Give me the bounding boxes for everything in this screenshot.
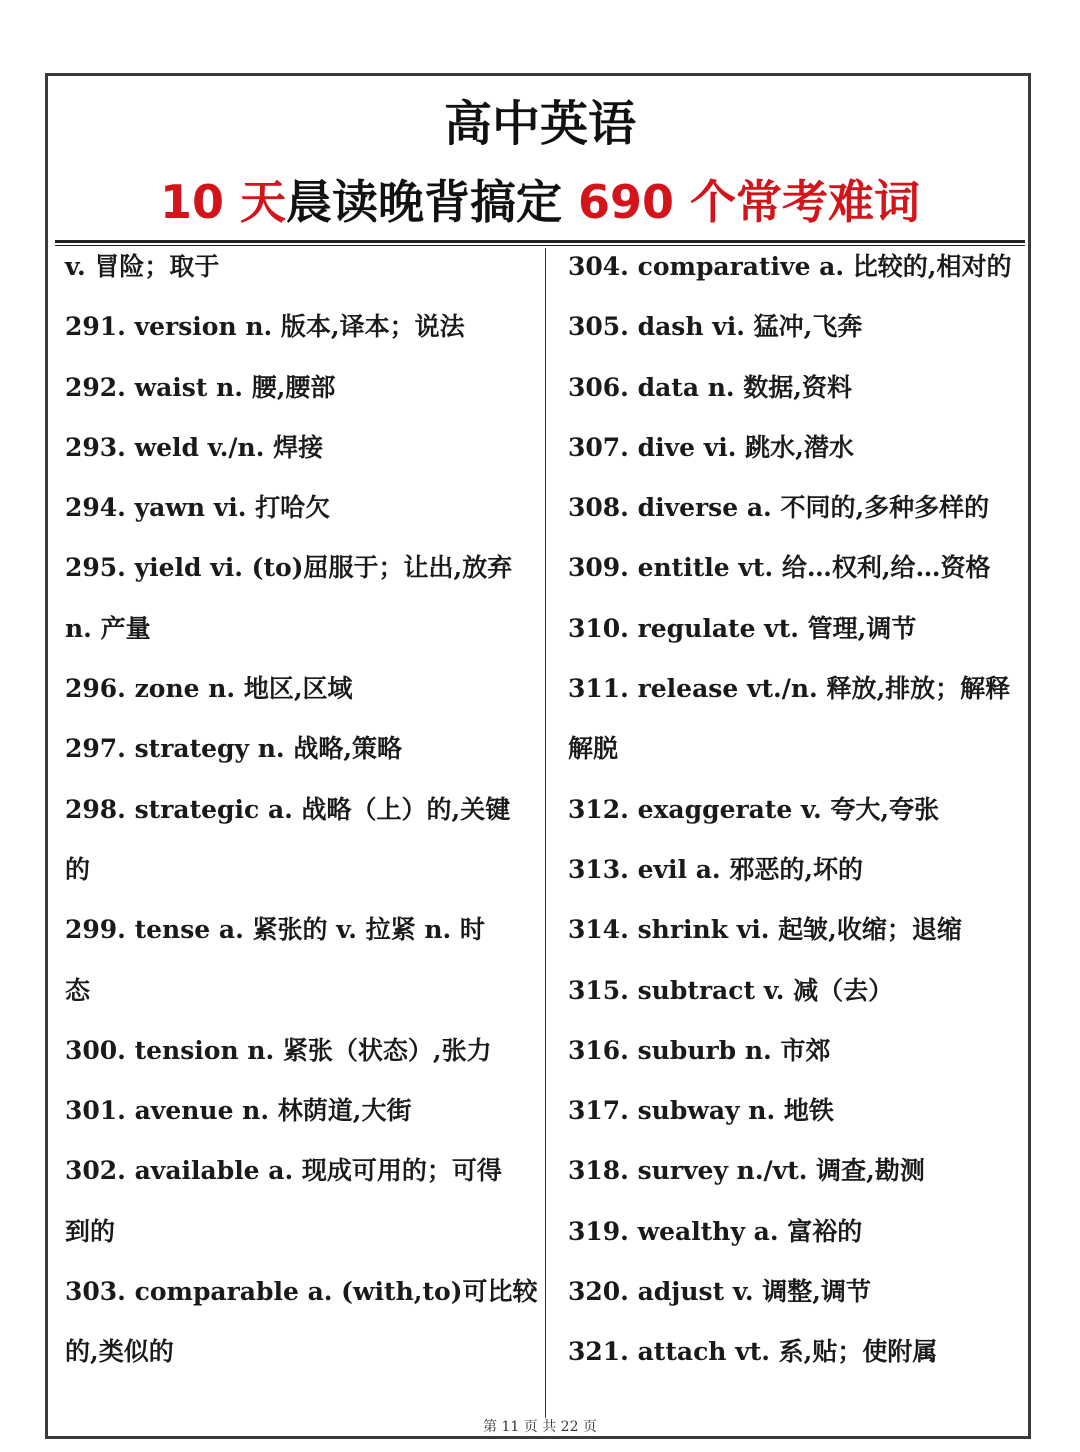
subtitle-end-text: 个常考难词: [674, 175, 921, 229]
page-subtitle: [0, 174, 1080, 230]
subtitle-word-count: 690: [578, 175, 675, 229]
vocab-line: 320. adjust v. 调整,调节: [568, 1277, 871, 1307]
vocab-line: 306. data n. 数据,资料: [568, 372, 853, 402]
vocab-line: 316. suburb n. 市郊: [568, 1035, 831, 1065]
vocab-line: 解脱: [568, 734, 619, 764]
vocab-line: n. 产量: [65, 613, 151, 643]
vocab-line: 292. waist n. 腰,腰部: [65, 372, 336, 402]
vocab-line: 310. regulate vt. 管理,调节: [568, 613, 917, 643]
vocab-line: 300. tension n. 紧张（状态）,张力: [65, 1035, 492, 1065]
vocab-line: 304. comparative a. 比较的,相对的: [568, 252, 1012, 281]
right-vocabulary-column: [568, 237, 1023, 1383]
vocab-line: 296. zone n. 地区,区域: [65, 674, 353, 704]
vocab-line: 318. survey n./vt. 调查,勘测: [568, 1156, 925, 1186]
vocab-line: 309. entitle vt. 给…权利,给…资格: [568, 553, 991, 583]
vocab-line: 291. version n. 版本,译本；说法: [65, 312, 465, 342]
vocab-line: 314. shrink vi. 起皱,收缩；退缩: [568, 915, 962, 945]
vocab-line: 293. weld v./n. 焊接: [65, 432, 324, 462]
page-title: 高中英语: [443, 96, 636, 152]
vocab-line: 的,类似的: [65, 1337, 174, 1367]
vocab-line: 308. diverse a. 不同的,多种多样的: [568, 493, 990, 523]
vocab-line: 303. comparable a. (with,to)可比较: [65, 1277, 538, 1307]
vocab-line: 321. attach vt. 系,贴；使附属: [568, 1337, 938, 1367]
page-number-footer: 第 11 页 共 22 页: [483, 1419, 597, 1435]
vocab-line: 294. yawn vi. 打哈欠: [65, 493, 331, 523]
vocab-line: v. 冒险；取于: [65, 252, 220, 281]
vocab-line: 的: [65, 854, 91, 884]
vocab-line: 299. tense a. 紧张的 v. 拉紧 n. 时: [65, 915, 485, 945]
vocab-line: 307. dive vi. 跳水,潜水: [568, 432, 854, 462]
vocab-line: 295. yield vi. (to)屈服于；让出,放弃: [65, 553, 513, 583]
vocab-line: 313. evil a. 邪恶的,坏的: [568, 854, 864, 884]
vocab-line: 311. release vt./n. 释放,排放；解释: [568, 674, 1011, 704]
subtitle-days-unit: 天: [223, 175, 286, 229]
vocab-line: 态: [65, 975, 91, 1005]
vocab-line: 319. wealthy a. 富裕的: [568, 1216, 863, 1246]
vocab-line: 297. strategy n. 战略,策略: [65, 734, 403, 764]
vocab-line: 301. avenue n. 林荫道,大街: [65, 1096, 412, 1126]
vocab-line: 315. subtract v. 减（去）: [568, 975, 894, 1005]
subtitle-middle-text: 晨读晚背搞定: [285, 175, 578, 229]
vocab-line: 312. exaggerate v. 夸大,夸张: [568, 794, 940, 824]
subtitle-days-number: 10: [159, 175, 224, 229]
vocab-line: 317. subway n. 地铁: [568, 1096, 834, 1126]
vocab-line: 302. available a. 现成可用的；可得: [65, 1156, 502, 1186]
column-divider: [545, 248, 546, 1418]
left-vocabulary-column: [65, 237, 538, 1383]
vocab-line: 298. strategic a. 战略（上）的,关键: [65, 794, 511, 824]
vocab-line: 到的: [65, 1216, 116, 1246]
vocab-line: 305. dash vi. 猛冲,飞奔: [568, 312, 863, 342]
